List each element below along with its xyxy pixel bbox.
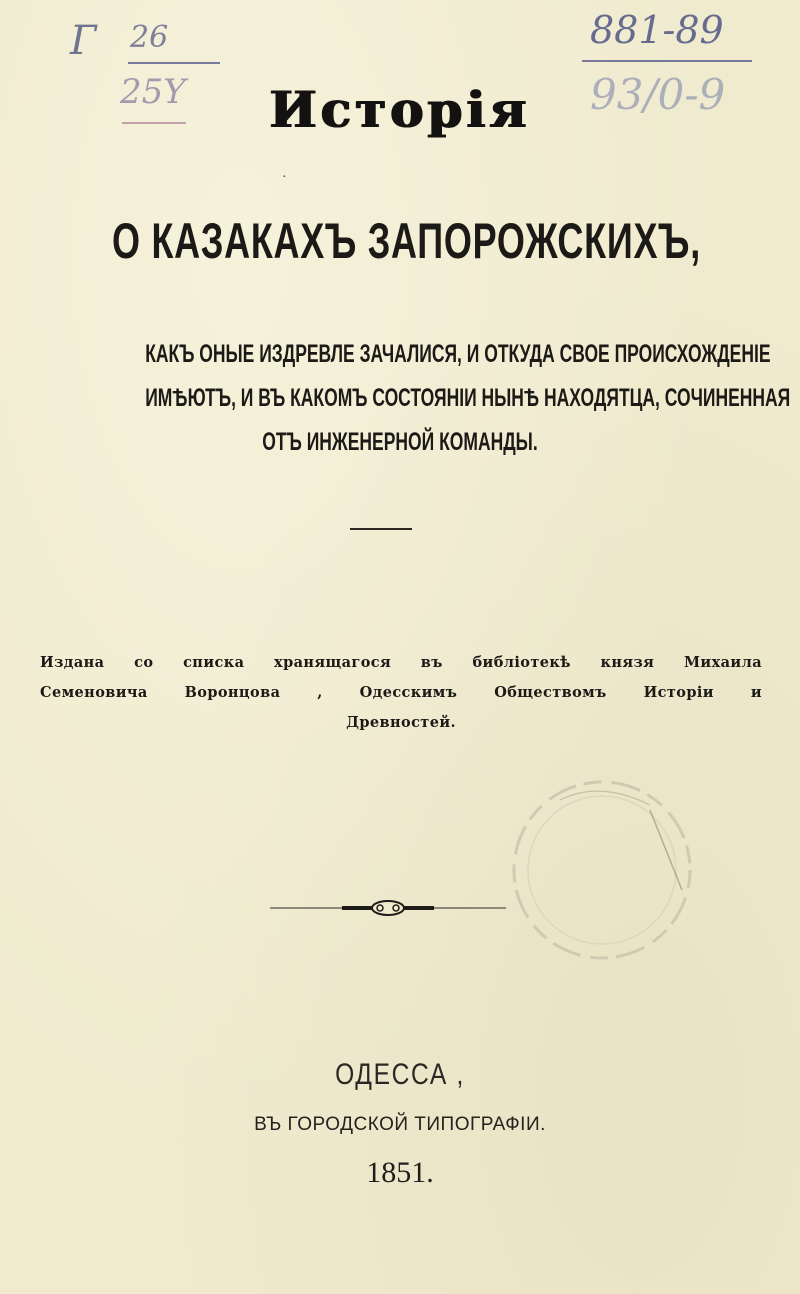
imprint-press: ВЪ ГОРОДСКОЙ ТИПОГРАФІИ. bbox=[254, 1114, 546, 1135]
edition-note-line: Издана со списка хранящагося въ библіотекѣ князя Михаила bbox=[40, 654, 762, 671]
subtitle-line: КАКЪ ОНЫЕ ИЗДРЕВЛЕ ЗАЧАЛИСЯ, И ОТКУДА СВОЕ ПРОИСХОЖДЕНІЕ bbox=[145, 340, 771, 368]
main-title: О КАЗАКАХЪ ЗАПОРОЖСКИХЪ, bbox=[112, 213, 701, 269]
edition-note-line: Семеновича Воронцова , Одесскимъ Обществомъ Исторіи и bbox=[40, 684, 762, 701]
imprint-city: ОДЕССА , bbox=[335, 1058, 465, 1091]
handwritten-mark-top-left: Г bbox=[70, 18, 97, 64]
edition-note-line: Древностей. bbox=[346, 714, 456, 731]
handwritten-mark-top-right-code: 93/0-9 bbox=[590, 70, 726, 119]
handwritten-underline-left bbox=[128, 62, 220, 64]
handwritten-mark-top-right: 881-89 bbox=[590, 8, 724, 52]
handwritten-mark-top-left-number: 26 bbox=[130, 20, 169, 55]
edition-note bbox=[40, 648, 762, 738]
title-blackletter: Исторія bbox=[269, 80, 531, 139]
handwritten-underline-right bbox=[582, 60, 752, 62]
imprint-year: 1851. bbox=[366, 1156, 434, 1189]
handwritten-mark-top-left-code: 25Y bbox=[120, 72, 186, 112]
small-dot-mark: · bbox=[282, 170, 287, 185]
library-stamp-icon bbox=[500, 770, 705, 970]
divider-rule bbox=[350, 528, 412, 530]
subtitle-line: ОТЪ ИНЖЕНЕРНОЙ КОМАНДЫ. bbox=[262, 428, 538, 456]
ornament-divider-icon bbox=[270, 898, 506, 918]
subtitle bbox=[36, 332, 791, 464]
subtitle-line: ИМѢЮТЪ, И ВЪ КАКОМЪ СОСТОЯНІИ НЫНѢ НАХОДЯТЦА, СОЧИНЕННАЯ bbox=[145, 384, 791, 412]
